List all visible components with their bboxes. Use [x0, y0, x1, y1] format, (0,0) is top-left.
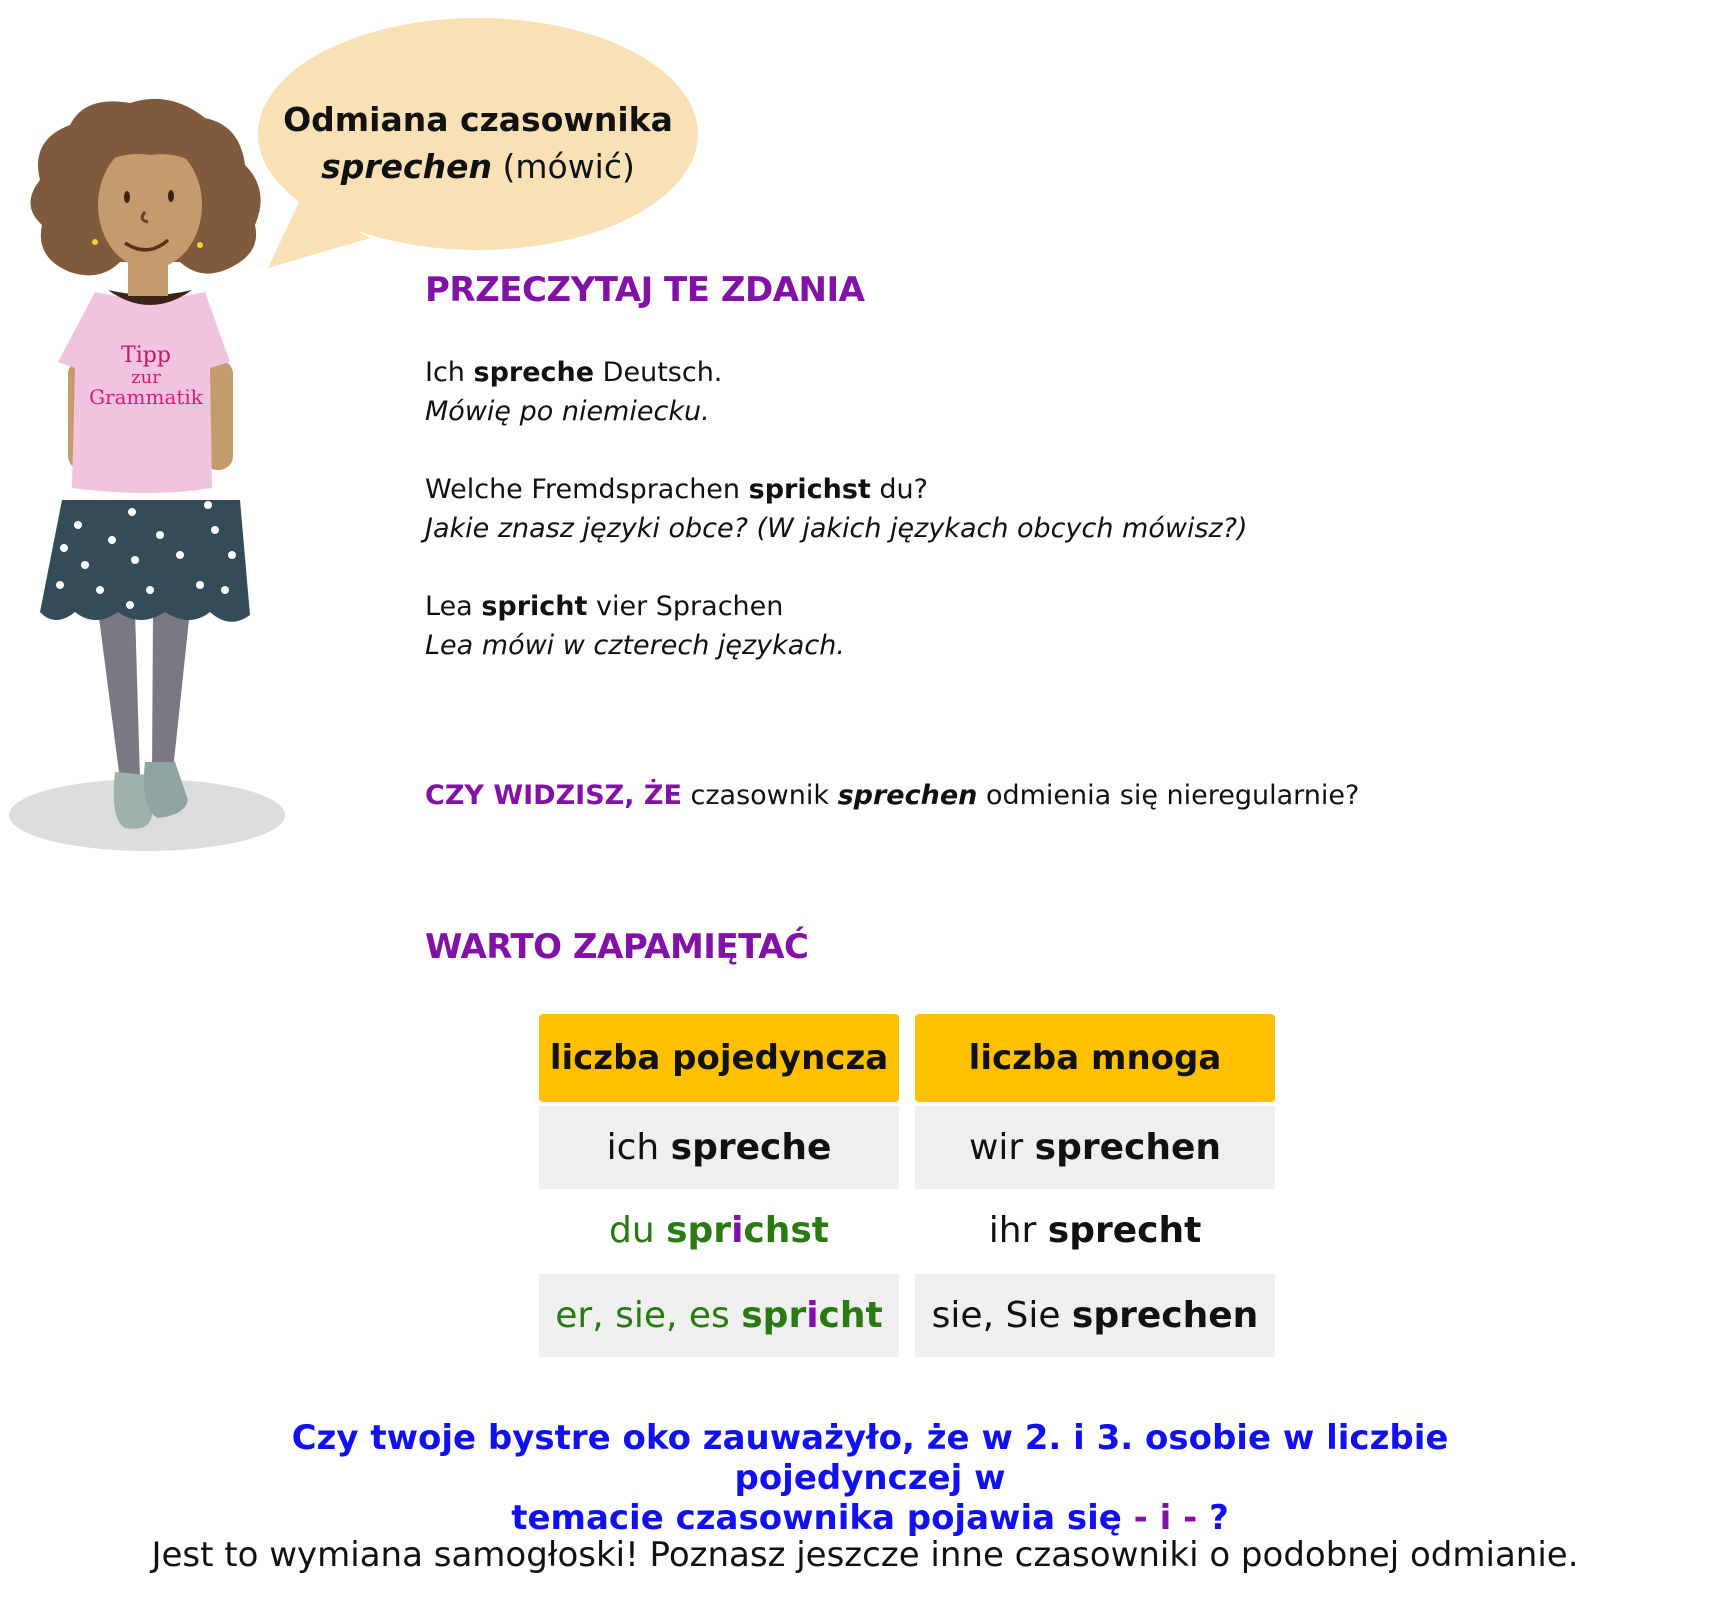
sentence-3 — [425, 587, 1248, 665]
sentence-2 — [425, 470, 1248, 548]
sentence-polish: Jakie znasz języki obce? (W jakich językach obcych mówisz?) — [425, 513, 1248, 544]
vowel-marker: - i - — [1133, 1498, 1198, 1538]
header-plural: liczba mnoga — [915, 1014, 1275, 1102]
sentence-german — [425, 353, 1248, 392]
sentence-1 — [425, 353, 1248, 431]
shirt-text-1: Tipp — [121, 343, 171, 368]
question-verb: sprechen — [837, 780, 978, 811]
vowel-change-question — [180, 1418, 1560, 1538]
section-heading-remember: WARTO ZAPAMIĘTAĆ — [425, 927, 809, 967]
question-line-2 — [180, 1498, 1560, 1538]
pronoun: er, sie, es — [555, 1295, 730, 1336]
question-text: czasownik — [681, 780, 838, 811]
sentence-polish: Lea mówi w czterech językach. — [425, 630, 845, 661]
question-line-1: Czy twoje bystre oko zauważyło, że w 2. i 3. osobie w liczbie pojedynczej w — [291, 1418, 1449, 1498]
sentence-german — [425, 470, 1248, 509]
sentence-text: du? — [870, 474, 928, 505]
plural-column — [915, 1014, 1275, 1336]
vowel-change-note: Jest to wymiana samogłoski! Poznasz jeszcze inne czasowniki o podobnej odmianie. — [151, 1535, 1579, 1575]
cell-sie-Sie — [915, 1274, 1275, 1357]
verb-ending: cht — [818, 1295, 883, 1336]
sentence-text: Ich — [425, 357, 474, 388]
verb-form: sprechen — [1034, 1127, 1222, 1168]
cell-ich — [539, 1106, 899, 1189]
question-text: odmienia się nieregularnie? — [977, 780, 1360, 811]
header-singular: liczba pojedyncza — [539, 1014, 899, 1102]
pronoun: ich — [606, 1127, 660, 1168]
cell-er-sie-es — [539, 1274, 899, 1357]
example-sentences — [425, 353, 1248, 704]
sentence-verb: sprichst — [748, 474, 871, 505]
pronoun: wir — [968, 1127, 1024, 1168]
changed-vowel: i — [731, 1210, 744, 1251]
changed-vowel: i — [806, 1295, 819, 1336]
verb-form: spreche — [670, 1127, 832, 1168]
sentence-text: Lea — [425, 591, 482, 622]
pronoun: sie, Sie — [931, 1295, 1061, 1336]
svg-text:zur: zur — [131, 367, 161, 388]
verb-stem: spr — [741, 1295, 807, 1336]
svg-text:Grammatik: Grammatik — [89, 385, 203, 409]
singular-column — [539, 1014, 899, 1336]
cell-ihr — [915, 1189, 1275, 1272]
irregular-question — [425, 780, 1359, 811]
sentence-german — [425, 587, 1248, 626]
sentence-verb: spricht — [481, 591, 588, 622]
cell-wir — [915, 1106, 1275, 1189]
sentence-polish: Mówię po niemiecku. — [425, 396, 710, 427]
balloon-verb: sprechen — [321, 147, 492, 186]
sentence-text: Deutsch. — [594, 357, 723, 388]
verb-ending: chst — [743, 1210, 830, 1251]
pronoun: du — [608, 1210, 655, 1251]
verb-form: sprecht — [1047, 1210, 1202, 1251]
verb-stem: spr — [666, 1210, 732, 1251]
sentence-text: Welche Fremdsprachen — [425, 474, 749, 505]
question-mark: ? — [1197, 1498, 1229, 1538]
balloon-title-line2 — [258, 143, 698, 190]
pronoun: ihr — [988, 1210, 1037, 1251]
verb-form: sprechen — [1071, 1295, 1259, 1336]
question-text: temacie czasownika pojawia się — [511, 1498, 1134, 1538]
balloon-translation: (mówić) — [502, 147, 635, 186]
sentence-text: vier Sprachen — [587, 591, 784, 622]
cell-du — [539, 1189, 899, 1272]
balloon-title — [258, 96, 698, 190]
section-heading-read: PRZECZYTAJ TE ZDANIA — [425, 270, 865, 310]
sentence-verb: spreche — [473, 357, 595, 388]
balloon-title-line1: Odmiana czasownika — [283, 100, 673, 139]
question-lead: CZY WIDZISZ, ŻE — [425, 780, 682, 811]
girl-character-illustration — [0, 80, 300, 860]
